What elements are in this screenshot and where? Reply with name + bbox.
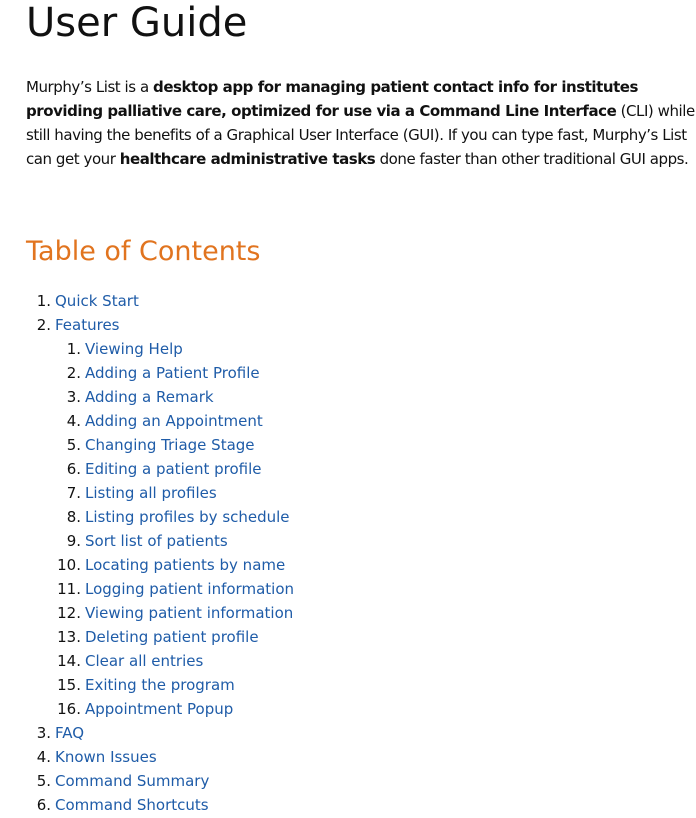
toc-link-faq[interactable]: FAQ [55,724,85,742]
toc-subitem [26,385,294,409]
toc-link-sort-list[interactable]: Sort list of patients [85,532,228,550]
toc-number: 6. [66,460,81,478]
toc-link-viewing-help[interactable]: Viewing Help [85,340,183,358]
intro-bold-1: desktop app for managing patient contact info for institutes providing palliative care, optimized for use via a Command Line Interface [26,78,638,120]
intro-bold-2: healthcare administrative tasks [119,150,376,168]
toc-link-quick-start[interactable]: Quick Start [55,292,139,310]
toc-subitem [26,457,294,481]
toc-link-adding-patient-profile[interactable]: Adding a Patient Profile [85,364,260,382]
toc-number: 2. [36,316,51,334]
toc-link-viewing-info[interactable]: Viewing patient information [85,604,294,622]
toc-subitem [26,673,294,697]
toc-number: 15. [57,676,81,694]
toc-link-features[interactable]: Features [55,316,120,334]
toc-subitem [26,529,294,553]
toc-link-listing-all-profiles[interactable]: Listing all profiles [85,484,217,502]
toc-list [26,289,294,817]
intro-text-3: done faster than other traditional GUI apps. [375,150,689,168]
intro-text-2: (CLI) while still having the benefits of a Graphical User Interface (GUI). If you can type fast, Murphy’s List can get your [26,102,695,168]
toc-sublist-features [26,337,294,721]
toc-link-appointment-popup[interactable]: Appointment Popup [85,700,234,718]
toc-link-clear-entries[interactable]: Clear all entries [85,652,204,670]
toc-number: 4. [66,412,81,430]
toc-number: 3. [66,388,81,406]
toc-subitem [26,337,294,361]
toc-item-known-issues [26,745,294,769]
toc-item-features [26,313,294,721]
toc-link-adding-remark[interactable]: Adding a Remark [85,388,214,406]
toc-number: 8. [66,508,81,526]
toc-subitem [26,577,294,601]
toc-link-editing-patient-profile[interactable]: Editing a patient profile [85,460,262,478]
toc-link-logging-info[interactable]: Logging patient information [85,580,294,598]
toc-item-quick-start [26,289,294,313]
toc-number: 14. [57,652,81,670]
toc-number: 6. [36,796,51,814]
toc-item-command-shortcuts [26,793,294,817]
toc-number: 11. [57,580,81,598]
toc-subitem [26,601,294,625]
toc-heading: Table of Contents [26,236,261,267]
toc-number: 9. [66,532,81,550]
toc-number: 1. [36,292,51,310]
toc-subitem [26,553,294,577]
toc-subitem [26,625,294,649]
toc-link-listing-by-schedule[interactable]: Listing profiles by schedule [85,508,290,526]
toc-number: 16. [57,700,81,718]
toc-link-deleting-profile[interactable]: Deleting patient profile [85,628,259,646]
toc-number: 1. [66,340,81,358]
toc-link-command-summary[interactable]: Command Summary [55,772,210,790]
toc-link-known-issues[interactable]: Known Issues [55,748,157,766]
toc-subitem [26,481,294,505]
toc-number: 3. [36,724,51,742]
page-title: User Guide [26,0,248,46]
toc-item-command-summary [26,769,294,793]
intro-paragraph [26,75,696,171]
toc-link-exiting[interactable]: Exiting the program [85,676,235,694]
toc-subitem [26,409,294,433]
intro-text-1: Murphy’s List is a [26,78,154,96]
toc-number: 2. [66,364,81,382]
toc-subitem [26,649,294,673]
toc-number: 5. [36,772,51,790]
toc-number: 13. [57,628,81,646]
toc-number: 5. [66,436,81,454]
toc-link-adding-appointment[interactable]: Adding an Appointment [85,412,263,430]
toc-number: 4. [36,748,51,766]
toc-link-locating-by-name[interactable]: Locating patients by name [85,556,286,574]
toc-number: 10. [57,556,81,574]
toc-subitem [26,697,294,721]
toc-number: 7. [66,484,81,502]
toc-number: 12. [57,604,81,622]
toc-subitem [26,505,294,529]
toc-subitem [26,361,294,385]
toc-link-command-shortcuts[interactable]: Command Shortcuts [55,796,209,814]
toc-item-faq [26,721,294,745]
toc-subitem [26,433,294,457]
toc-link-changing-triage-stage[interactable]: Changing Triage Stage [85,436,255,454]
